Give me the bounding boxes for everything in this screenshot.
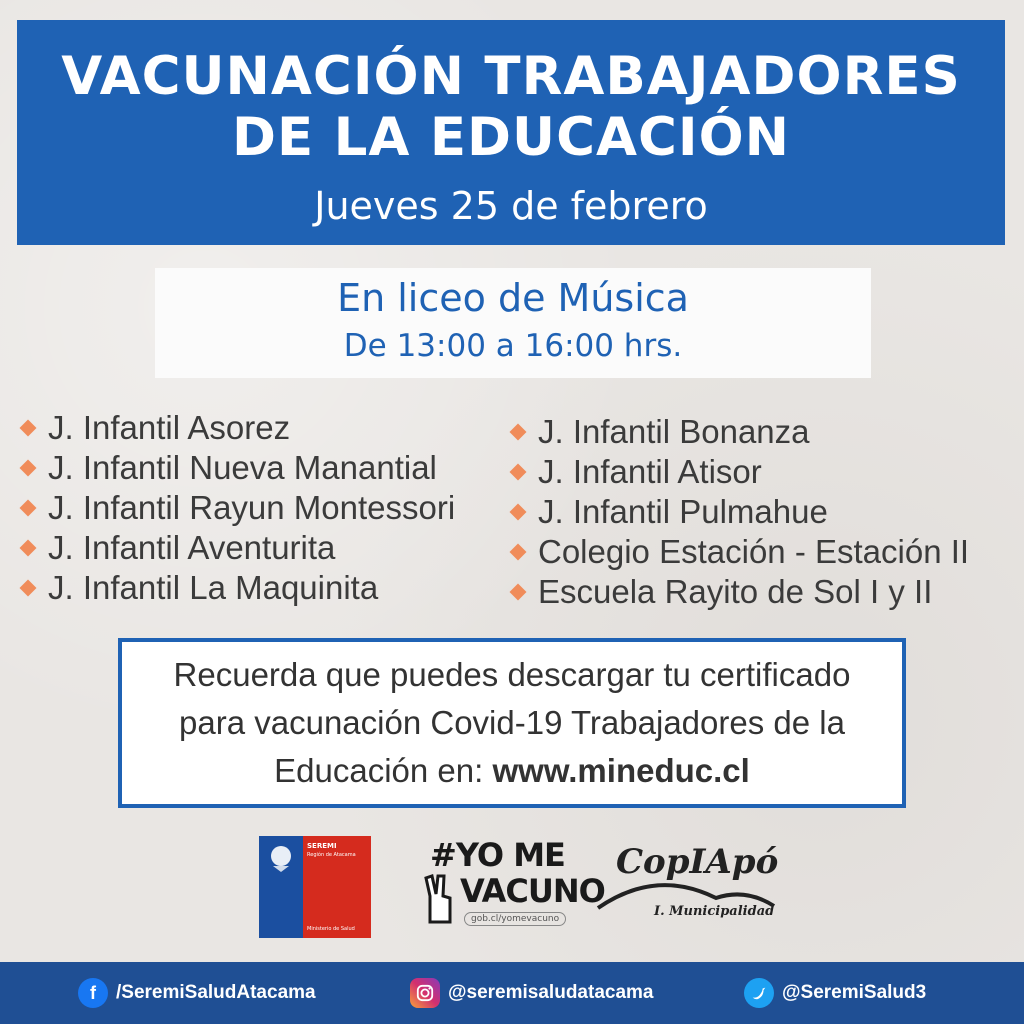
list-item: [512, 412, 969, 452]
list-item: [22, 408, 455, 448]
social-footer: [0, 962, 1024, 1024]
list-item-label: Escuela Rayito de Sol I y II: [538, 573, 933, 610]
title-line-1: VACUNACIÓN TRABAJADORES: [61, 46, 961, 107]
bullet-diamond-icon: [510, 424, 527, 441]
list-item: [512, 532, 969, 572]
certificate-notice: [118, 638, 906, 808]
copiapo-name: CopIApó: [616, 842, 779, 882]
seremi-ministry: Ministerio de Salud: [307, 926, 355, 932]
yomevacuno-line-1: #YO ME: [430, 836, 565, 874]
list-item: [512, 572, 969, 612]
twitter-icon: [744, 978, 774, 1008]
seremi-title: SEREMI: [307, 842, 337, 850]
yomevacuno-url: gob.cl/yomevacuno: [464, 912, 566, 926]
twitter-handle: @SeremiSalud3: [782, 982, 927, 1003]
bullet-diamond-icon: [20, 500, 37, 517]
list-item: [22, 448, 455, 488]
location-box: [155, 268, 871, 378]
list-item-label: J. Infantil La Maquinita: [48, 569, 379, 606]
event-date: Jueves 25 de febrero: [314, 184, 708, 228]
list-item-label: Colegio Estación - Estación II: [538, 533, 970, 570]
facebook-handle: /SeremiSaludAtacama: [116, 982, 316, 1003]
bullet-diamond-icon: [510, 504, 527, 521]
list-item-label: J. Infantil Rayun Montessori: [48, 489, 456, 526]
seremi-logo: [259, 836, 371, 938]
header-banner: [17, 20, 1005, 245]
facebook-icon: f: [78, 978, 108, 1008]
list-item-label: J. Infantil Atisor: [538, 453, 762, 490]
list-item-label: J. Infantil Nueva Manantial: [48, 449, 437, 486]
notice-line-1: Recuerda que puedes descargar tu certificado: [173, 656, 851, 693]
seremi-region: Región de Atacama: [307, 852, 356, 858]
title-line-2: DE LA EDUCACIÓN: [231, 107, 791, 168]
twitter-link[interactable]: [744, 978, 926, 1008]
notice-line-2: para vacunación Covid-19 Trabajadores de la: [179, 704, 845, 741]
hand-peace-icon: [420, 874, 460, 924]
bullet-diamond-icon: [510, 584, 527, 601]
list-item-label: J. Infantil Bonanza: [538, 413, 810, 450]
bullet-diamond-icon: [20, 420, 37, 437]
list-item: [512, 452, 969, 492]
facebook-link[interactable]: [78, 978, 316, 1008]
institutions-list-right: [512, 412, 969, 612]
institutions-list-left: [22, 408, 455, 608]
mineduc-link[interactable]: www.mineduc.cl: [492, 752, 750, 789]
instagram-handle: @seremisaludatacama: [448, 982, 654, 1003]
copiapo-sub: I. Municipalidad: [654, 904, 775, 919]
bullet-diamond-icon: [510, 464, 527, 481]
instagram-icon: [410, 978, 440, 1008]
instagram-link[interactable]: [410, 978, 653, 1008]
list-item: [22, 528, 455, 568]
list-item-label: J. Infantil Aventurita: [48, 529, 336, 566]
list-item-label: J. Infantil Asorez: [48, 409, 291, 446]
list-item-label: J. Infantil Pulmahue: [538, 493, 828, 530]
list-item: [22, 568, 455, 608]
notice-prefix: Educación en:: [274, 752, 493, 789]
list-item: [22, 488, 455, 528]
location-name: En liceo de Música: [337, 276, 689, 320]
location-hours: De 13:00 a 16:00 hrs.: [343, 328, 683, 364]
yomevacuno-line-2: VACUNO: [460, 872, 605, 910]
yomevacuno-logo: [420, 834, 605, 944]
bullet-diamond-icon: [20, 460, 37, 477]
copiapo-logo: [596, 838, 779, 938]
bullet-diamond-icon: [20, 540, 37, 557]
bullet-diamond-icon: [510, 544, 527, 561]
bullet-diamond-icon: [20, 580, 37, 597]
notice-line-3: [122, 752, 902, 790]
list-item: [512, 492, 969, 532]
chile-crest-icon: [265, 842, 297, 874]
